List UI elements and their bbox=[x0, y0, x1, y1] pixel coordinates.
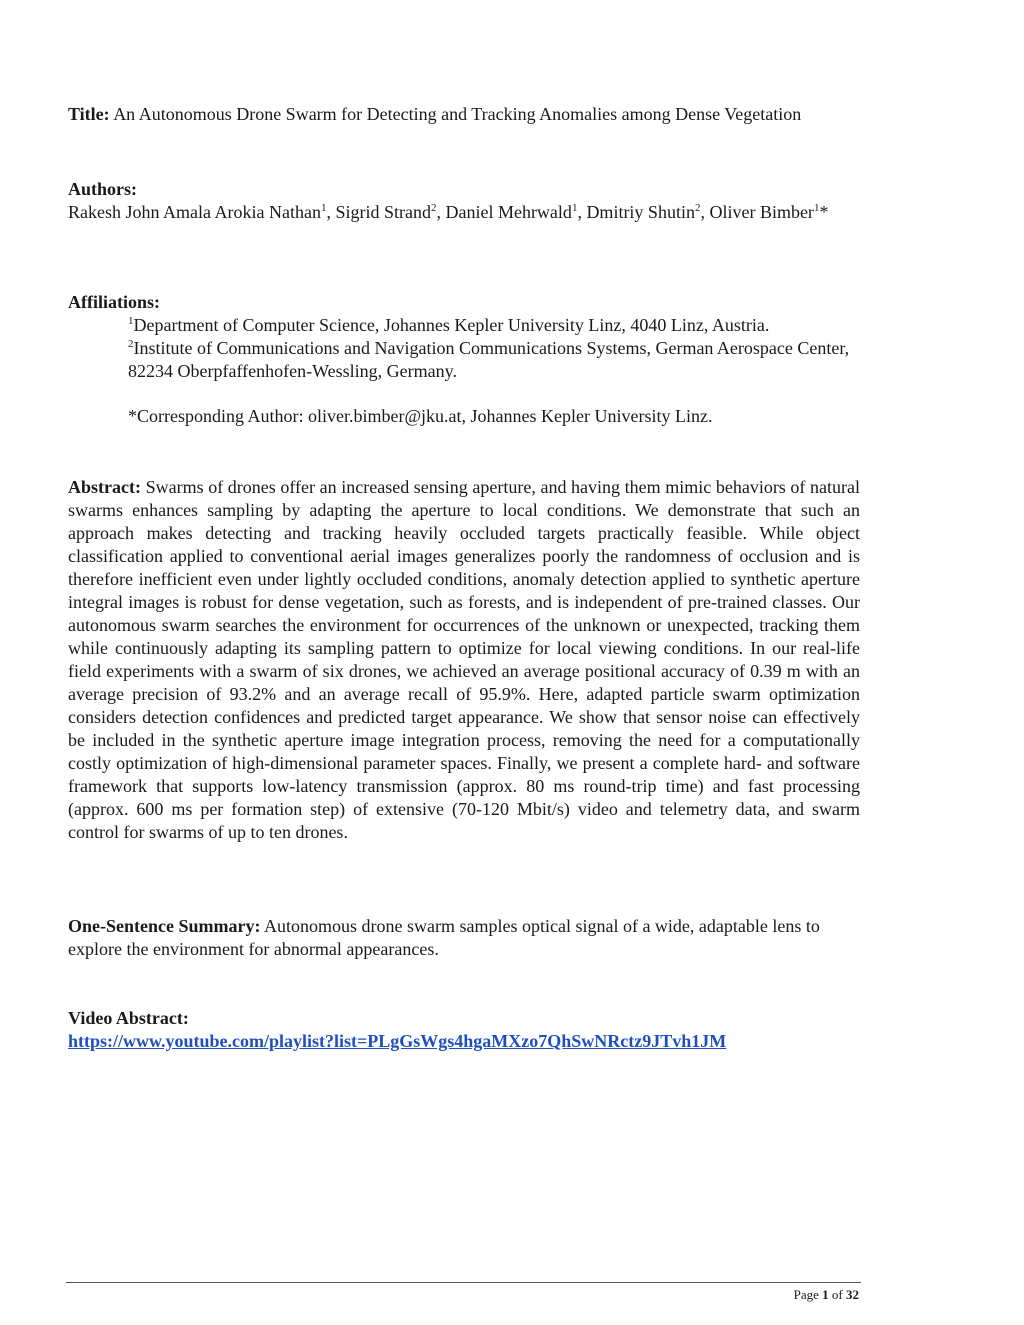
title-section bbox=[68, 103, 860, 126]
author-name: Daniel Mehrwald bbox=[445, 202, 572, 222]
author-separator: , bbox=[700, 202, 710, 222]
author-separator: * bbox=[819, 202, 829, 222]
author-affiliation-sup: 2 bbox=[694, 202, 701, 214]
abstract-label: Abstract: bbox=[68, 477, 141, 497]
author-affiliation-sup: 1 bbox=[813, 202, 820, 214]
abstract-section bbox=[68, 476, 860, 844]
affiliation-text: Institute of Communications and Navigation Communications Systems, German Aerospace Center, 82234 Oberpfaffenhofen-Wessling, Germany. bbox=[128, 338, 850, 381]
summary-section bbox=[68, 915, 860, 961]
author-separator: , bbox=[577, 202, 587, 222]
affiliations-section bbox=[68, 291, 860, 428]
author-separator: , bbox=[326, 202, 336, 222]
authors-label: Authors: bbox=[68, 179, 138, 199]
author-name: Dmitriy Shutin bbox=[586, 202, 695, 222]
author-separator: , bbox=[436, 202, 446, 222]
affiliation-sup: 1 bbox=[128, 315, 134, 327]
video-section bbox=[68, 1007, 860, 1053]
abstract-text: Swarms of drones offer an increased sensing aperture, and having them mimic behaviors of natural swarms enhances sampling by adapting the aperture to local conditions. We demonstrate that such an approach makes detecting and tracking heavily occluded targets practically feasible. While object classification applied to conventional aerial images generalizes poorly the randomness of occlusion and is therefore inefficient even under lightly occluded conditions, anomaly detection applied to synthetic aperture integral images is robust for dense vegetation, such as forests, and is independent of pre-trained classes. Our autonomous swarm searches the environment for occurrences of the unknown or unexpected, tracking them while continuously adapting its sampling pattern to optimize for local viewing conditions. In our real-life field experiments with a swarm of six drones, we achieved an average positional accuracy of 0.39 m with an average precision of 93.2% and an average recall of 95.9%. Here, adapted particle swarm optimization considers detection confidences and predicted target appearance. We show that sensor noise can effectively be included in the synthetic aperture image integration process, removing the need for a computationally costly optimization of high-dimensional parameter spaces. Finally, we present a complete hard- and software framework that supports low-latency transmission (approx. 80 ms round-trip time) and fast processing (approx. 600 ms per formation step) of extensive (70-120 Mbit/s) video and telemetry data, and swarm control for swarms of up to ten drones. bbox=[68, 477, 860, 842]
summary-label: One-Sentence Summary: bbox=[68, 916, 261, 936]
authors-section bbox=[68, 178, 860, 224]
corresponding-author: *Corresponding Author: oliver.bimber@jku.at, Johannes Kepler University Linz. bbox=[128, 406, 713, 426]
page-total: 32 bbox=[846, 1287, 859, 1302]
page-footer bbox=[66, 1287, 859, 1303]
title-label: Title: bbox=[68, 104, 110, 124]
author-name: Oliver Bimber bbox=[709, 202, 814, 222]
author-name: Sigrid Strand bbox=[335, 202, 431, 222]
page-of-word: of bbox=[831, 1287, 843, 1302]
paper-title: An Autonomous Drone Swarm for Detecting and Tracking Anomalies among Dense Vegetation bbox=[113, 104, 802, 124]
affiliation-text: Department of Computer Science, Johannes Kepler University Linz, 4040 Linz, Austria. bbox=[133, 315, 770, 335]
author-affiliation-sup: 2 bbox=[430, 202, 437, 214]
affiliations-label: Affiliations: bbox=[68, 292, 160, 312]
page-current: 1 bbox=[822, 1287, 829, 1302]
author-name: Rakesh John Amala Arokia Nathan bbox=[68, 202, 321, 222]
video-abstract-link[interactable]: https://www.youtube.com/playlist?list=PLgGsWgs4hgaMXzo7QhSwNRctz9JTvh1JM bbox=[68, 1031, 727, 1051]
page-word: Page bbox=[793, 1287, 819, 1302]
affiliation-item bbox=[68, 337, 860, 383]
author-affiliation-sup: 1 bbox=[571, 202, 578, 214]
video-label: Video Abstract: bbox=[68, 1008, 189, 1028]
affiliation-item bbox=[68, 314, 860, 337]
summary-text: Autonomous drone swarm samples optical signal of a wide, adaptable lens to explore the environment for abnormal appearances. bbox=[68, 916, 820, 959]
footer-divider bbox=[66, 1282, 861, 1283]
author-affiliation-sup: 1 bbox=[320, 202, 327, 214]
affiliation-sup: 2 bbox=[128, 338, 134, 350]
author-list bbox=[68, 201, 860, 224]
